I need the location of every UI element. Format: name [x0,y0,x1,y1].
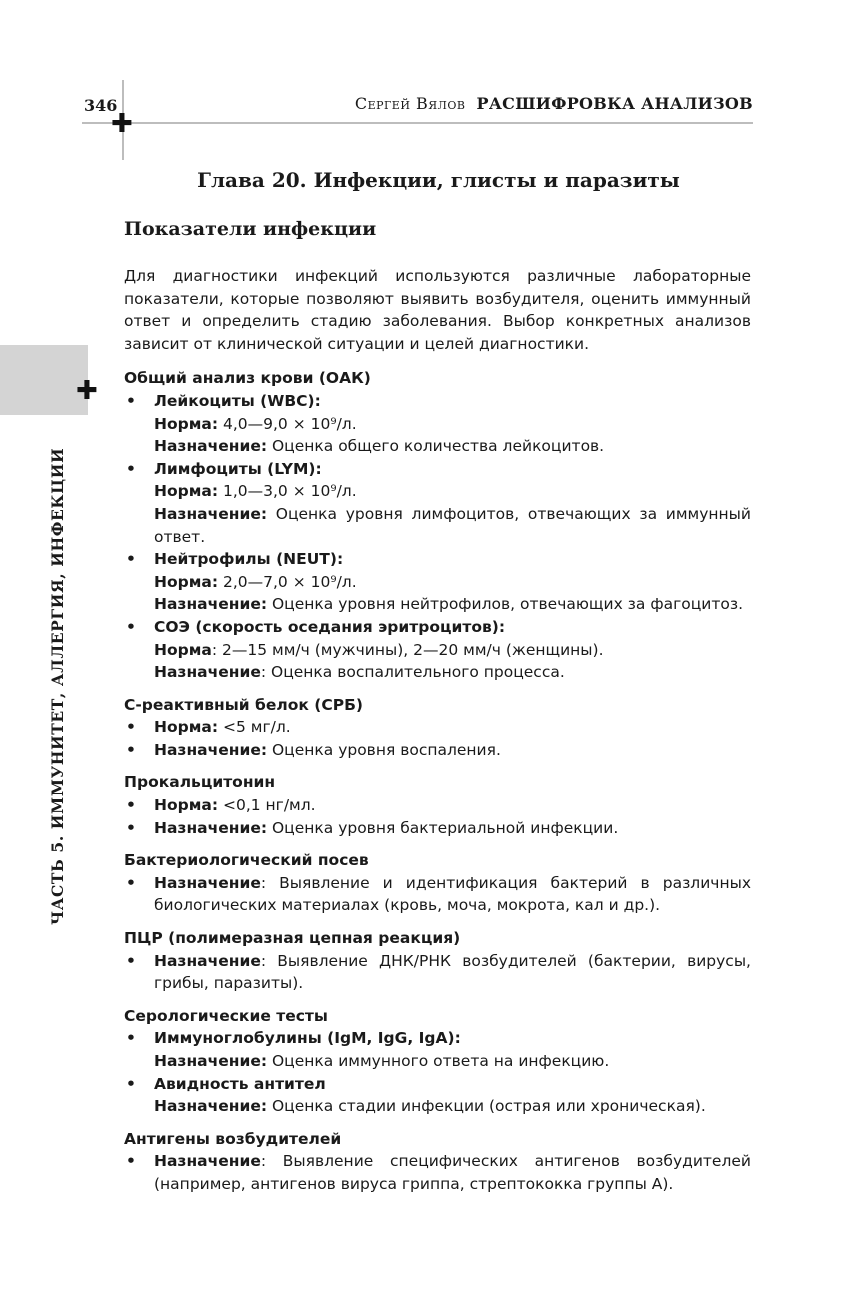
item-name: • Авидность антител [154,1074,326,1093]
list-item: • Назначение: Выявление и идентификация бактерий в различных биологических материалах (кровь, моча, мокрота, кал и др.). [124,872,751,917]
serology-title: Серологические тесты [124,1006,328,1025]
purpose-value: Оценка воспалительного процесса. [271,663,565,682]
purpose-line: Назначение: Оценка воспалительного процесса. [154,663,565,682]
list-item [124,390,751,458]
purpose-value: Оценка общего количества лейкоцитов. [271,437,605,456]
norm-line: Норма: 4,0—9,0 × 10⁹/л. [154,414,357,433]
purpose-line: Назначение: Оценка общего количества лейкоцитов. [154,437,605,456]
culture-section [124,849,751,917]
purpose-value: Оценка стадии инфекции (острая или хроническая). [271,1097,706,1116]
norm-value: <0,1 нг/мл. [222,796,316,815]
culture-title: Бактериологический посев [124,851,369,870]
norm-value: 1,0—3,0 × 10⁹/л. [222,482,357,501]
list-item [124,458,751,548]
intro-paragraph: Для диагностики инфекций используются различные лабораторные показатели, которые позволяют выявить возбудителя, оценить иммунный ответ и определить стадию заболевания. Выбор конкретных анализов зависит от клинической ситуации и целей диагностики. [124,267,751,353]
norm-value: 2,0—7,0 × 10⁹/л. [222,572,357,591]
purpose-value: Оценка уровня воспаления. [271,740,501,759]
list-item [124,1027,751,1072]
norm-line: Норма: 2—15 мм/ч (мужчины), 2—20 мм/ч (женщины). [154,640,604,659]
purpose-line: Назначение: Оценка уровня лимфоцитов, отвечающих за иммунный ответ. [154,504,751,546]
part-label: ЧАСТЬ 5. ИММУНИТЕТ, АЛЛЕРГИЯ, ИНФЕКЦИИ [48,447,67,925]
side-tab [0,345,88,415]
list-item [124,548,751,616]
oak-section [124,367,751,683]
norm-line: Норма: 2,0—7,0 × 10⁹/л. [154,572,357,591]
list-item: • Назначение: Оценка уровня воспаления. [124,739,751,762]
oak-title: Общий анализ крови (ОАК) [124,369,371,388]
purpose-value: Выявление специфических антигенов возбудителей (например, антигенов вируса гриппа, стрептококка группы А). [154,1152,751,1193]
item-name: • СОЭ (скорость оседания эритроцитов): [154,617,506,636]
norm-value: <5 мг/л. [222,718,291,737]
norm-value: 2—15 мм/ч (мужчины), 2—20 мм/ч (женщины). [222,640,604,659]
purpose-value: Выявление ДНК/РНК возбудителей (бактерии, вирусы, грибы, паразиты). [154,951,751,993]
pcr-title: ПЦР (полимеразная цепная реакция) [124,929,461,948]
book-title: РАСШИФРОВКА АНАЛИЗОВ [476,94,753,113]
page-number: 346 [84,96,118,115]
purpose-value: Оценка уровня нейтрофилов, отвечающих за фагоцитоз. [271,595,744,614]
item-name: • Лимфоциты (LYM): [154,459,322,478]
oak-list [124,390,751,684]
page-content [124,265,751,1206]
purpose-value: Оценка уровня бактериальной инфекции. [271,818,619,837]
purpose-value: Оценка иммунного ответа на инфекцию. [271,1052,610,1070]
norm-line: Норма: 1,0—3,0 × 10⁹/л. [154,482,357,501]
antigens-title: Антигены возбудителей [124,1129,342,1148]
pct-section [124,771,751,839]
list-item: • Норма: <5 мг/л. [124,716,751,739]
purpose-value: Оценка уровня лимфоцитов, отвечающих за иммунный ответ. [154,504,751,546]
crp-title: С-реактивный белок (СРБ) [124,695,364,714]
list-item: • Назначение: Выявление ДНК/РНК возбудителей (бактерии, вирусы, грибы, паразиты). [124,950,751,995]
header-rule [82,122,753,124]
pcr-section [124,927,751,995]
section-title: Показатели инфекции [124,218,377,240]
item-name: • Нейтрофилы (NEUT): [154,550,344,569]
antigens-section [124,1128,751,1196]
list-item: • Назначение: Оценка уровня бактериальной инфекции. [124,817,751,840]
list-item: • Назначение: Выявление специфических антигенов возбудителей (например, антигенов вируса гриппа, стрептококка группы А). [124,1150,751,1195]
purpose-line: Назначение: Оценка стадии инфекции (острая или хроническая). [154,1097,706,1116]
purpose-value: Выявление и идентификация бактерий в различных биологических материалах (кровь, моча, мокрота, кал и др.). [154,873,751,915]
list-item [124,1073,751,1118]
author-name: Сергей Вялов [354,94,466,113]
serology-section [124,1005,751,1118]
crop-mark-icon: ✚ [111,109,133,139]
norm-value: 4,0—9,0 × 10⁹/л. [222,414,357,433]
purpose-line: Назначение: Оценка иммунного ответа на инфекцию. [154,1052,610,1070]
item-name: • Иммуноглобулины (IgM, IgG, IgA): [154,1029,461,1048]
pct-title: Прокальцитонин [124,773,276,792]
crp-section [124,694,751,762]
list-item [124,616,751,684]
crop-mark-icon: ✚ [76,376,98,406]
list-item: • Норма: <0,1 нг/мл. [124,794,751,817]
chapter-title: Глава 20. Инфекции, глисты и паразиты [197,168,680,192]
running-head [355,94,753,113]
purpose-line: Назначение: Оценка уровня нейтрофилов, отвечающих за фагоцитоз. [154,595,744,614]
item-name: • Лейкоциты (WBC): [154,391,321,410]
